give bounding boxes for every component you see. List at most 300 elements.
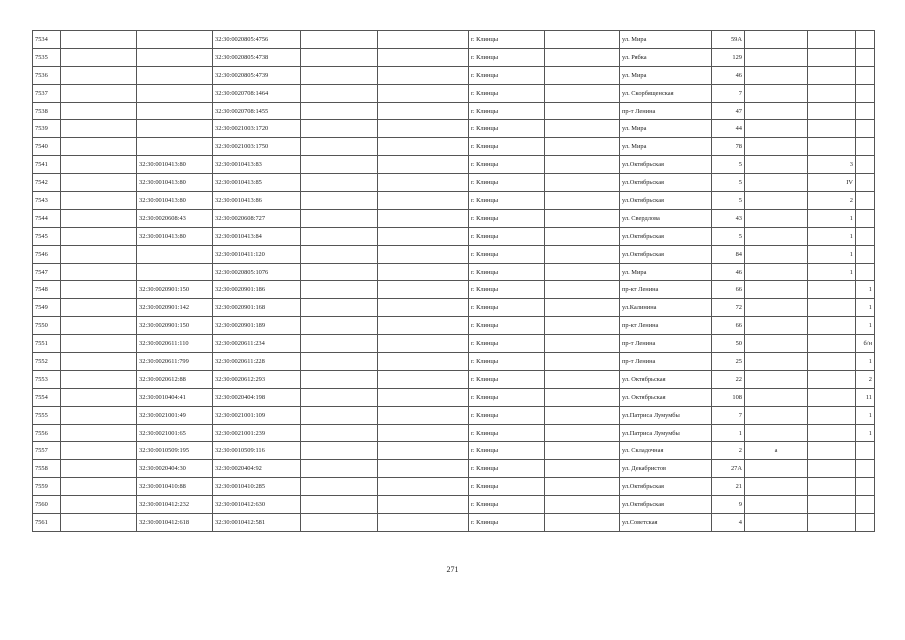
cell-empty <box>61 192 137 210</box>
cell-num: 7535 <box>33 48 61 66</box>
cell-cadastral: 32:30:0010413:86 <box>213 192 301 210</box>
cell-empty <box>378 424 469 442</box>
cell-house: 27А <box>712 460 745 478</box>
cell-city: г. Клинцы <box>469 514 545 532</box>
cell-extra: 11 <box>856 388 875 406</box>
cell-empty <box>61 317 137 335</box>
cell-mark <box>745 263 808 281</box>
cell-city: г. Клинцы <box>469 156 545 174</box>
cell-city: г. Клинцы <box>469 174 545 192</box>
cell-street: ул.Октябрьская <box>620 192 712 210</box>
cell-empty <box>301 281 378 299</box>
cell-empty <box>61 424 137 442</box>
cell-house: 66 <box>712 317 745 335</box>
cell-empty <box>61 442 137 460</box>
cell-num: 7536 <box>33 66 61 84</box>
cell-house: 5 <box>712 174 745 192</box>
table-row <box>33 442 875 460</box>
cell-house: 129 <box>712 48 745 66</box>
cell-empty <box>301 209 378 227</box>
cell-flat: 3 <box>808 156 856 174</box>
cell-cadastral: 32:30:0020901:186 <box>213 281 301 299</box>
cell-city: г. Клинцы <box>469 299 545 317</box>
cell-mark <box>745 478 808 496</box>
cell-house: 21 <box>712 478 745 496</box>
cell-empty <box>378 281 469 299</box>
cell-mark <box>745 66 808 84</box>
cell-cadastral: 32:30:0010413:85 <box>213 174 301 192</box>
cell-empty <box>61 406 137 424</box>
cell-extra <box>856 66 875 84</box>
cell-parent <box>137 138 213 156</box>
cell-street: ул.Октябрьская <box>620 496 712 514</box>
cell-city: г. Клинцы <box>469 192 545 210</box>
cell-street: ул.Октябрьская <box>620 174 712 192</box>
cell-cadastral: 32:30:0020404:92 <box>213 460 301 478</box>
cell-empty <box>301 442 378 460</box>
table-row <box>33 120 875 138</box>
cell-empty <box>378 192 469 210</box>
cell-empty <box>61 335 137 353</box>
cell-num: 7557 <box>33 442 61 460</box>
cell-empty <box>61 245 137 263</box>
cell-flat <box>808 66 856 84</box>
cell-street: ул. Складочная <box>620 442 712 460</box>
cell-empty <box>301 335 378 353</box>
cell-empty <box>301 406 378 424</box>
cell-cadastral: 32:30:0020805:4756 <box>213 31 301 49</box>
cell-street: ул. Мира <box>620 120 712 138</box>
cell-num: 7556 <box>33 424 61 442</box>
cell-city: г. Клинцы <box>469 353 545 371</box>
cell-cadastral: 32:30:0020611:228 <box>213 353 301 371</box>
cell-city: г. Клинцы <box>469 406 545 424</box>
table-row <box>33 263 875 281</box>
cell-parent: 32:30:0021001:65 <box>137 424 213 442</box>
cell-mark <box>745 281 808 299</box>
table-row <box>33 156 875 174</box>
cell-city: г. Клинцы <box>469 120 545 138</box>
cell-mark: а <box>745 442 808 460</box>
cell-empty <box>378 353 469 371</box>
cell-cadastral: 32:30:0010410:285 <box>213 478 301 496</box>
cell-cadastral: 32:30:0020901:168 <box>213 299 301 317</box>
cell-empty <box>61 478 137 496</box>
cell-city: г. Клинцы <box>469 245 545 263</box>
cell-empty <box>545 281 620 299</box>
table-row <box>33 66 875 84</box>
cell-street: ул. Октябрьская <box>620 388 712 406</box>
cell-parent: 32:30:0010412:232 <box>137 496 213 514</box>
cell-parent: 32:30:0020611:110 <box>137 335 213 353</box>
cell-house: 7 <box>712 84 745 102</box>
cell-empty <box>301 174 378 192</box>
table-row <box>33 317 875 335</box>
cell-street: ул.Патриса Лумумбы <box>620 406 712 424</box>
cell-empty <box>545 353 620 371</box>
cell-empty <box>378 317 469 335</box>
cell-cadastral: 32:30:0021001:239 <box>213 424 301 442</box>
cell-parent: 32:30:0020901:142 <box>137 299 213 317</box>
cell-empty <box>545 245 620 263</box>
cell-empty <box>61 353 137 371</box>
cell-cadastral: 32:30:0020708:1464 <box>213 84 301 102</box>
cell-extra <box>856 48 875 66</box>
cell-num: 7538 <box>33 102 61 120</box>
cell-house: 5 <box>712 192 745 210</box>
cell-cadastral: 32:30:0020404:198 <box>213 388 301 406</box>
cell-mark <box>745 120 808 138</box>
cell-num: 7558 <box>33 460 61 478</box>
cell-street: ул. Декабристов <box>620 460 712 478</box>
cell-parent: 32:30:0020404:30 <box>137 460 213 478</box>
cell-house: 9 <box>712 496 745 514</box>
cell-flat <box>808 388 856 406</box>
table-row <box>33 406 875 424</box>
cell-street: ул.Октябрьская <box>620 245 712 263</box>
table-row <box>33 353 875 371</box>
cell-empty <box>545 370 620 388</box>
cell-empty <box>61 66 137 84</box>
cell-num: 7554 <box>33 388 61 406</box>
cell-empty <box>61 514 137 532</box>
table-row <box>33 245 875 263</box>
cell-cadastral: 32:30:0020612:293 <box>213 370 301 388</box>
cell-street: пр-кт Ленина <box>620 281 712 299</box>
cell-extra <box>856 460 875 478</box>
cell-extra: б/н <box>856 335 875 353</box>
cell-extra <box>856 496 875 514</box>
cell-mark <box>745 460 808 478</box>
cell-cadastral: 32:30:0010509:116 <box>213 442 301 460</box>
cell-num: 7544 <box>33 209 61 227</box>
cell-parent: 32:30:0010413:80 <box>137 174 213 192</box>
cell-flat <box>808 335 856 353</box>
cell-empty <box>378 335 469 353</box>
table-row <box>33 370 875 388</box>
cell-parent <box>137 31 213 49</box>
cell-extra <box>856 156 875 174</box>
cell-empty <box>545 102 620 120</box>
cell-city: г. Клинцы <box>469 31 545 49</box>
cell-house: 47 <box>712 102 745 120</box>
cell-house: 5 <box>712 227 745 245</box>
cell-empty <box>545 388 620 406</box>
cell-parent: 32:30:0020612:88 <box>137 370 213 388</box>
table-row <box>33 281 875 299</box>
cell-empty <box>301 102 378 120</box>
cell-empty <box>301 192 378 210</box>
cell-empty <box>61 460 137 478</box>
cell-city: г. Клинцы <box>469 66 545 84</box>
cell-house: 108 <box>712 388 745 406</box>
cell-flat <box>808 102 856 120</box>
cell-empty <box>301 370 378 388</box>
cell-mark <box>745 245 808 263</box>
cell-street: ул.Октябрьская <box>620 478 712 496</box>
cell-empty <box>378 120 469 138</box>
cell-cadastral: 32:30:0010412:630 <box>213 496 301 514</box>
cell-empty <box>61 209 137 227</box>
cell-empty <box>545 174 620 192</box>
cell-num: 7555 <box>33 406 61 424</box>
cell-num: 7552 <box>33 353 61 371</box>
cell-street: ул.Октябрьская <box>620 227 712 245</box>
cell-city: г. Клинцы <box>469 263 545 281</box>
cell-mark <box>745 406 808 424</box>
cell-num: 7547 <box>33 263 61 281</box>
cell-empty <box>545 227 620 245</box>
cell-empty <box>378 406 469 424</box>
cell-extra <box>856 245 875 263</box>
cell-flat <box>808 281 856 299</box>
cell-parent <box>137 120 213 138</box>
cell-flat: 2 <box>808 192 856 210</box>
table-row <box>33 424 875 442</box>
cell-extra: 1 <box>856 299 875 317</box>
cell-flat <box>808 406 856 424</box>
cell-house: 46 <box>712 263 745 281</box>
cell-empty <box>61 156 137 174</box>
cell-mark <box>745 424 808 442</box>
cell-house: 44 <box>712 120 745 138</box>
table-row <box>33 209 875 227</box>
cell-empty <box>301 120 378 138</box>
cell-parent <box>137 245 213 263</box>
cell-empty <box>301 138 378 156</box>
cell-empty <box>545 460 620 478</box>
cell-street: ул.Советская <box>620 514 712 532</box>
cell-empty <box>61 31 137 49</box>
cell-empty <box>301 424 378 442</box>
cell-empty <box>61 48 137 66</box>
cell-empty <box>545 299 620 317</box>
cell-street: ул.Октябрьская <box>620 156 712 174</box>
cell-empty <box>301 388 378 406</box>
cell-parent <box>137 48 213 66</box>
cell-empty <box>61 227 137 245</box>
cell-empty <box>301 245 378 263</box>
cell-cadastral: 32:30:0020805:4739 <box>213 66 301 84</box>
cell-empty <box>378 388 469 406</box>
cell-empty <box>545 209 620 227</box>
cell-num: 7543 <box>33 192 61 210</box>
cell-street: ул. Рябка <box>620 48 712 66</box>
cell-empty <box>545 48 620 66</box>
cell-empty <box>61 370 137 388</box>
cell-city: г. Клинцы <box>469 478 545 496</box>
cell-num: 7534 <box>33 31 61 49</box>
cell-city: г. Клинцы <box>469 496 545 514</box>
cell-empty <box>378 31 469 49</box>
cell-empty <box>378 156 469 174</box>
cell-flat <box>808 460 856 478</box>
cell-cadastral: 32:30:0020805:4738 <box>213 48 301 66</box>
cell-num: 7545 <box>33 227 61 245</box>
cell-parent: 32:30:0010404:41 <box>137 388 213 406</box>
cell-cadastral: 32:30:0020805:1076 <box>213 263 301 281</box>
cell-house: 4 <box>712 514 745 532</box>
cell-street: пр-т Ленина <box>620 335 712 353</box>
cell-house: 50 <box>712 335 745 353</box>
cell-extra <box>856 442 875 460</box>
cell-empty <box>378 66 469 84</box>
page-number: 271 <box>446 565 459 574</box>
cell-city: г. Клинцы <box>469 48 545 66</box>
cell-flat <box>808 138 856 156</box>
cell-extra <box>856 84 875 102</box>
table-row <box>33 48 875 66</box>
cell-house: 43 <box>712 209 745 227</box>
cell-flat <box>808 353 856 371</box>
cell-extra: 1 <box>856 281 875 299</box>
table-row <box>33 335 875 353</box>
cell-empty <box>301 478 378 496</box>
table-row <box>33 514 875 532</box>
cell-empty <box>545 120 620 138</box>
cell-house: 1 <box>712 424 745 442</box>
cell-mark <box>745 353 808 371</box>
cell-extra <box>856 102 875 120</box>
cell-empty <box>301 84 378 102</box>
cell-empty <box>545 263 620 281</box>
cell-empty <box>378 138 469 156</box>
cell-city: г. Клинцы <box>469 370 545 388</box>
cell-mark <box>745 514 808 532</box>
cell-extra <box>856 478 875 496</box>
cell-empty <box>545 442 620 460</box>
table-row <box>33 460 875 478</box>
cell-flat <box>808 424 856 442</box>
cell-num: 7540 <box>33 138 61 156</box>
cell-parent: 32:30:0010410:88 <box>137 478 213 496</box>
cell-city: г. Клинцы <box>469 460 545 478</box>
cell-mark <box>745 48 808 66</box>
cell-num: 7560 <box>33 496 61 514</box>
cell-mark <box>745 370 808 388</box>
cell-extra <box>856 192 875 210</box>
cell-mark <box>745 388 808 406</box>
table-row <box>33 102 875 120</box>
cell-street: пр-т Ленина <box>620 353 712 371</box>
cell-city: г. Клинцы <box>469 102 545 120</box>
cell-city: г. Клинцы <box>469 281 545 299</box>
cell-cadastral: 32:30:0020611:234 <box>213 335 301 353</box>
cell-empty <box>378 209 469 227</box>
cell-num: 7546 <box>33 245 61 263</box>
cell-extra: 2 <box>856 370 875 388</box>
cell-empty <box>545 192 620 210</box>
cell-cadastral: 32:30:0021003:1750 <box>213 138 301 156</box>
table-row <box>33 174 875 192</box>
cell-flat: 1 <box>808 245 856 263</box>
cell-parent <box>137 66 213 84</box>
cell-cadastral: 32:30:0021003:1720 <box>213 120 301 138</box>
cell-mark <box>745 156 808 174</box>
cell-parent <box>137 263 213 281</box>
cell-mark <box>745 299 808 317</box>
register-table <box>32 30 875 532</box>
cell-num: 7561 <box>33 514 61 532</box>
cell-cadastral: 32:30:0010413:83 <box>213 156 301 174</box>
cell-flat <box>808 84 856 102</box>
table-row <box>33 496 875 514</box>
cell-empty <box>545 66 620 84</box>
cell-empty <box>545 496 620 514</box>
cell-house: 2 <box>712 442 745 460</box>
cell-cadastral: 32:30:0020901:189 <box>213 317 301 335</box>
cell-house: 59А <box>712 31 745 49</box>
cell-parent: 32:30:0020901:150 <box>137 281 213 299</box>
cell-cadastral: 32:30:0020608:727 <box>213 209 301 227</box>
table-row <box>33 299 875 317</box>
cell-empty <box>378 370 469 388</box>
cell-empty <box>378 442 469 460</box>
cell-empty <box>378 496 469 514</box>
cell-extra: 1 <box>856 317 875 335</box>
cell-mark <box>745 227 808 245</box>
cell-empty <box>378 514 469 532</box>
table-row <box>33 478 875 496</box>
cell-mark <box>745 496 808 514</box>
cell-empty <box>301 31 378 49</box>
cell-house: 46 <box>712 66 745 84</box>
cell-empty <box>61 102 137 120</box>
cell-house: 66 <box>712 281 745 299</box>
cell-empty <box>61 138 137 156</box>
cell-house: 5 <box>712 156 745 174</box>
cell-extra <box>856 120 875 138</box>
cell-empty <box>301 496 378 514</box>
cell-flat: 1 <box>808 227 856 245</box>
cell-mark <box>745 102 808 120</box>
cell-empty <box>378 263 469 281</box>
cell-street: ул. Свердлова <box>620 209 712 227</box>
cell-street: ул. Скорбященская <box>620 84 712 102</box>
cell-flat <box>808 442 856 460</box>
table-row <box>33 388 875 406</box>
cell-empty <box>61 84 137 102</box>
cell-empty <box>301 353 378 371</box>
cell-num: 7550 <box>33 317 61 335</box>
cell-house: 25 <box>712 353 745 371</box>
cell-city: г. Клинцы <box>469 84 545 102</box>
cell-empty <box>61 299 137 317</box>
cell-parent: 32:30:0020611:799 <box>137 353 213 371</box>
cell-extra: 1 <box>856 406 875 424</box>
table-row <box>33 227 875 245</box>
table-body <box>33 31 875 532</box>
cell-parent: 32:30:0010509:195 <box>137 442 213 460</box>
cell-city: г. Клинцы <box>469 388 545 406</box>
table-row <box>33 192 875 210</box>
cell-cadastral: 32:30:0010411:120 <box>213 245 301 263</box>
cell-num: 7549 <box>33 299 61 317</box>
cell-street: ул. Мира <box>620 263 712 281</box>
cell-mark <box>745 84 808 102</box>
cell-parent: 32:30:0010413:80 <box>137 227 213 245</box>
cell-empty <box>378 84 469 102</box>
cell-extra <box>856 263 875 281</box>
cell-empty <box>545 424 620 442</box>
cell-num: 7548 <box>33 281 61 299</box>
cell-empty <box>301 514 378 532</box>
cell-parent <box>137 102 213 120</box>
cell-extra <box>856 31 875 49</box>
cell-cadastral: 32:30:0010412:581 <box>213 514 301 532</box>
cell-parent: 32:30:0010413:80 <box>137 192 213 210</box>
cell-empty <box>301 156 378 174</box>
